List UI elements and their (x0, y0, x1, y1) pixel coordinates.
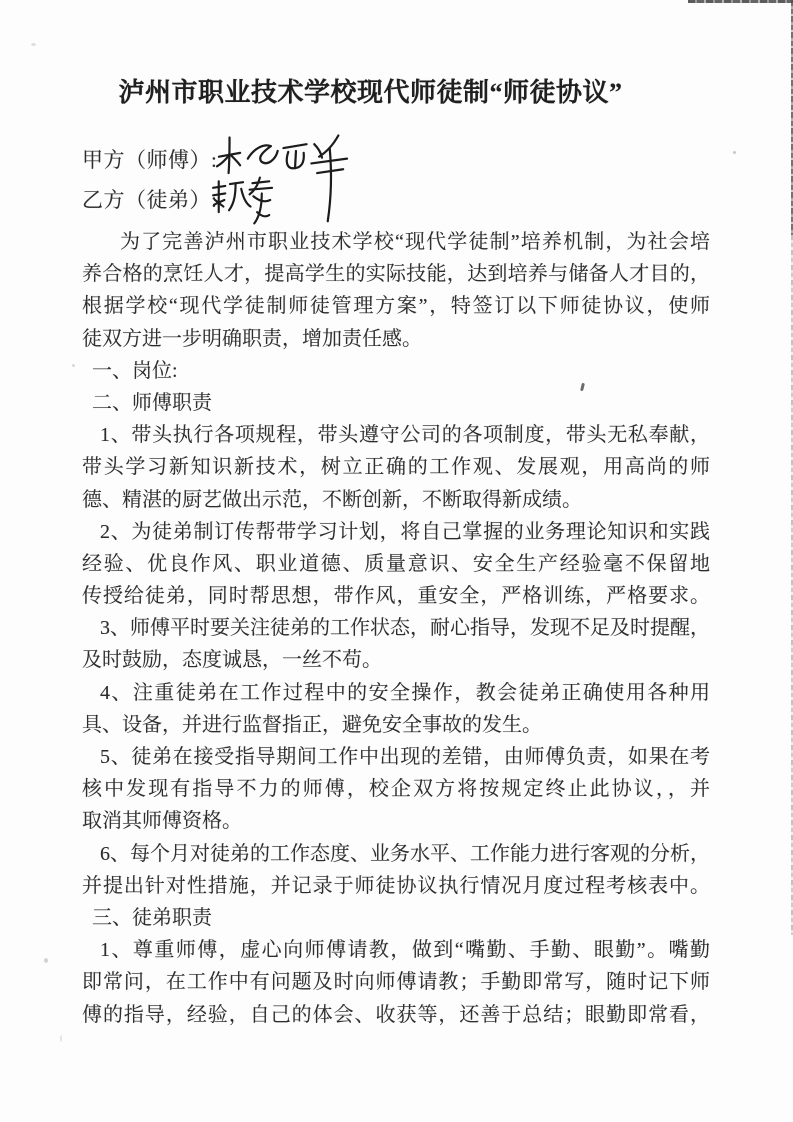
agreement-body (82, 226, 710, 1031)
scan-speck (733, 151, 736, 154)
body-line: 1、带头执行各项规程，带头遵守公司的各项制度，带头无私奉献， (100, 424, 710, 447)
scan-speck (44, 958, 48, 963)
body-line: 根据学校“现代学徒制师徒管理方案”，特签订以下师徒协议，使师 (82, 295, 710, 318)
body-line: 1、尊重师傅，虚心向师傅请教，做到“嘴勤、手勤、眼勤”。嘴勤 (100, 939, 710, 962)
scan-speck (72, 364, 75, 367)
scan-speck (60, 1035, 62, 1042)
body-line: 2、为徒弟制订传帮带学习计划，将自己掌握的业务理论知识和实践 (100, 520, 710, 543)
section-heading-position: 一、岗位: (92, 359, 178, 382)
body-line: 3、师傅平时要关注徒弟的工作状态，耐心指导，发现不足及时提醒， (100, 617, 710, 640)
body-line: 取消其师傅资格。 (82, 810, 242, 833)
document-title: 泸州市职业技术学校现代师徒制“师徒协议” (118, 78, 623, 107)
party-a-row (82, 140, 710, 180)
party-b-row (82, 180, 710, 220)
body-line: 并提出针对性措施，并记录于师徒协议执行情况月度过程考核表中。 (82, 874, 710, 897)
section-heading-apprentice-duties: 三、徒弟职责 (92, 906, 212, 929)
body-line: 及时鼓励，态度诚恳，一丝不苟。 (82, 649, 382, 672)
body-line: 带头学习新知识新技术，树立正确的工作观、发展观，用高尚的师 (82, 456, 710, 479)
body-line: 传授给徒弟，同时帮思想，带作风，重安全，严格训练，严格要求。 (82, 585, 710, 608)
body-line: 即常问，在工作中有问题及时向师傅请教；手勤即常写，随时记下师 (82, 971, 710, 994)
body-line: 核中发现有指导不力的师傅，校企双方将按规定终止此协议，，并 (82, 778, 710, 801)
body-line: 5、徒弟在接受指导期间工作中出现的差错，由师傅负责，如果在考 (100, 746, 710, 768)
document-content (82, 140, 710, 1031)
body-line: 德、精湛的厨艺做出示范，不断创新，不断取得新成绩。 (82, 488, 582, 511)
body-line: 为了完善泸州市职业技术学校“现代学徒制”培养机制，为社会培 (120, 231, 710, 253)
party-b-handwritten-signature (210, 171, 278, 229)
signature-block (82, 140, 710, 220)
body-line: 经验、优良作风、职业道德、质量意识、安全生产经验毫不保留地 (82, 552, 710, 575)
body-line: 养合格的烹饪人才，提高学生的实际技能，达到培养与储备人才目的， (82, 263, 710, 286)
body-line: 4、注重徒弟在工作过程中的安全操作，教会徒弟正确使用各种用 (100, 681, 710, 704)
body-line: 傅的指导，经验，自己的体会、收获等，还善于总结；眼勤即常看， (82, 1003, 710, 1026)
section-heading-master-duties: 二、师傅职责 (92, 391, 212, 414)
body-line: 具、设备，并进行监督指正，避免安全事故的发生。 (82, 713, 542, 736)
body-line: 6、每个月对徒弟的工作态度、业务水平、工作能力进行客观的分析， (100, 842, 710, 865)
body-line: 徒双方进一步明确职责，增加责任感。 (82, 327, 422, 350)
party-b-label: 乙方（徒弟）: (82, 188, 218, 212)
party-a-label: 甲方（师傅）: (82, 148, 218, 172)
